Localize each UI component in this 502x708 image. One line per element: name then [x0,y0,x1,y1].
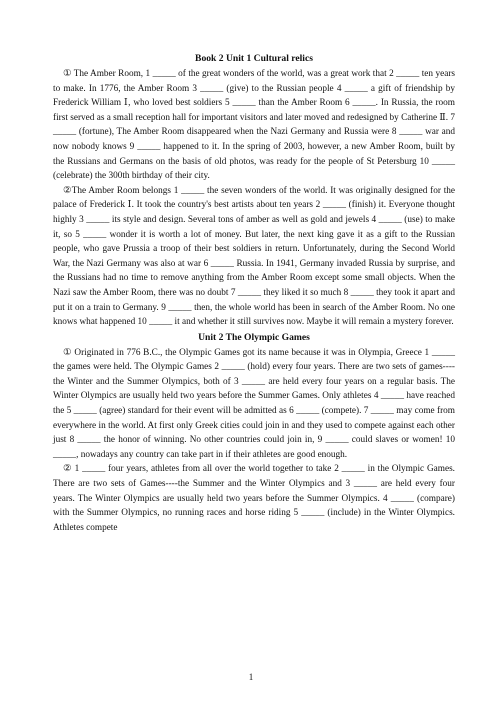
page-number: 1 [248,672,254,682]
unit1-passage-2: ②The Amber Room belongs 1 _____ the seven wonders of the world. It was originally designed for the palace of Frederick Ⅰ. It took the country's best artists about ten years 2 _____ (finish) it. Everyone thought highly 3 _____ its style and design. Several tons of amber as well as gold and jewels 4 _____ (use) to make it, so 5 _____ wonder it is worth a lot of money. But later, the next king gave it as a gift to the Russian people, who gave Prussia a troop of their best soldiers in return. Unfortunately, during the Second World War, the Nazi Germany was also at war 6 _____ Russia. In 1941, Germany invaded Russia by surprise, and the Russians had no time to remove anything from the Amber Room except some small objects. When the Nazi saw the Amber Room, there was no doubt 7 _____ they liked it so much 8 _____ they took it apart and put it on a train to Germany. 9 _____ then, the whole world has been in search of the Amber Room. No one knows what happened 10 _____ it and whether it still survives now. Maybe it will remain a mystery forever. [53,185,455,328]
unit2-passage-2: ② 1 _____ four years, athletes from all over the world together to take 2 _____ in the Olympic Games. There are two sets of Games----the Summer and the Winter Olympics and 3 _____ are held every four years. The Winter Olympics are usually held two years before the Summer Olympics. 4 _____ (compare) with the Summer Olympics, no running races and horse riding 5 _____ (include) in the Winter Olympics. Athletes compete [53,464,455,533]
unit2-title: Unit 2 The Olympic Games [198,331,310,343]
unit2-passage-1: ① Originated in 776 B.C., the Olympic Games got its name because it was in Olympia, Greece 1 _____ the games were held. The Olympic Games 2 _____ (hold) every four years. There are two sets of games----the Winter and the Summer Olympics, both of 3 _____ are held every four years on a regular basis. The Winter Olympics are usually held two years before the Summer Games. Only athletes 4 _____ have reached the 5 _____ (agree) standard for their event will be admitted as 6 _____ (compete). 7 _____ may come from everywhere in the world. At first only Greek cities could join in and they used to compete against each other just 8 _____ the honor of winning. No other countries could join in, 9 _____ could slaves or women! 10 _____, nowadays any country can take part in if their athletes are good enough. [53,347,455,460]
unit1-passage-1: ① The Amber Room, 1 _____ of the great wonders of the world, was a great work that 2 _____ ten years to make. In 1776, the Amber Room 3 _____ (give) to the Russian people 4 _____ a gift of friendship by Frederick William Ⅰ, who loved best soldiers 5 _____ than the Amber Room 6 _____. In Russia, the room first served as a small reception hall for important visitors and later moved and redesigned by Catherine Ⅱ. 7 _____ (fortune), The Amber Room disappeared when the Nazi Germany and Russia were 8 _____ war and now nobody knows 9 _____ happened to it. In the spring of 2003, however, a new Amber Room, built by the Russians and Germans on the basis of old photos, was ready for the people of St Petersburg 10 _____ (celebrate) the 300th birthday of their city. [53,69,455,182]
document-page [53,52,455,535]
unit1-title: Book 2 Unit 1 Cultural relics [195,53,313,64]
